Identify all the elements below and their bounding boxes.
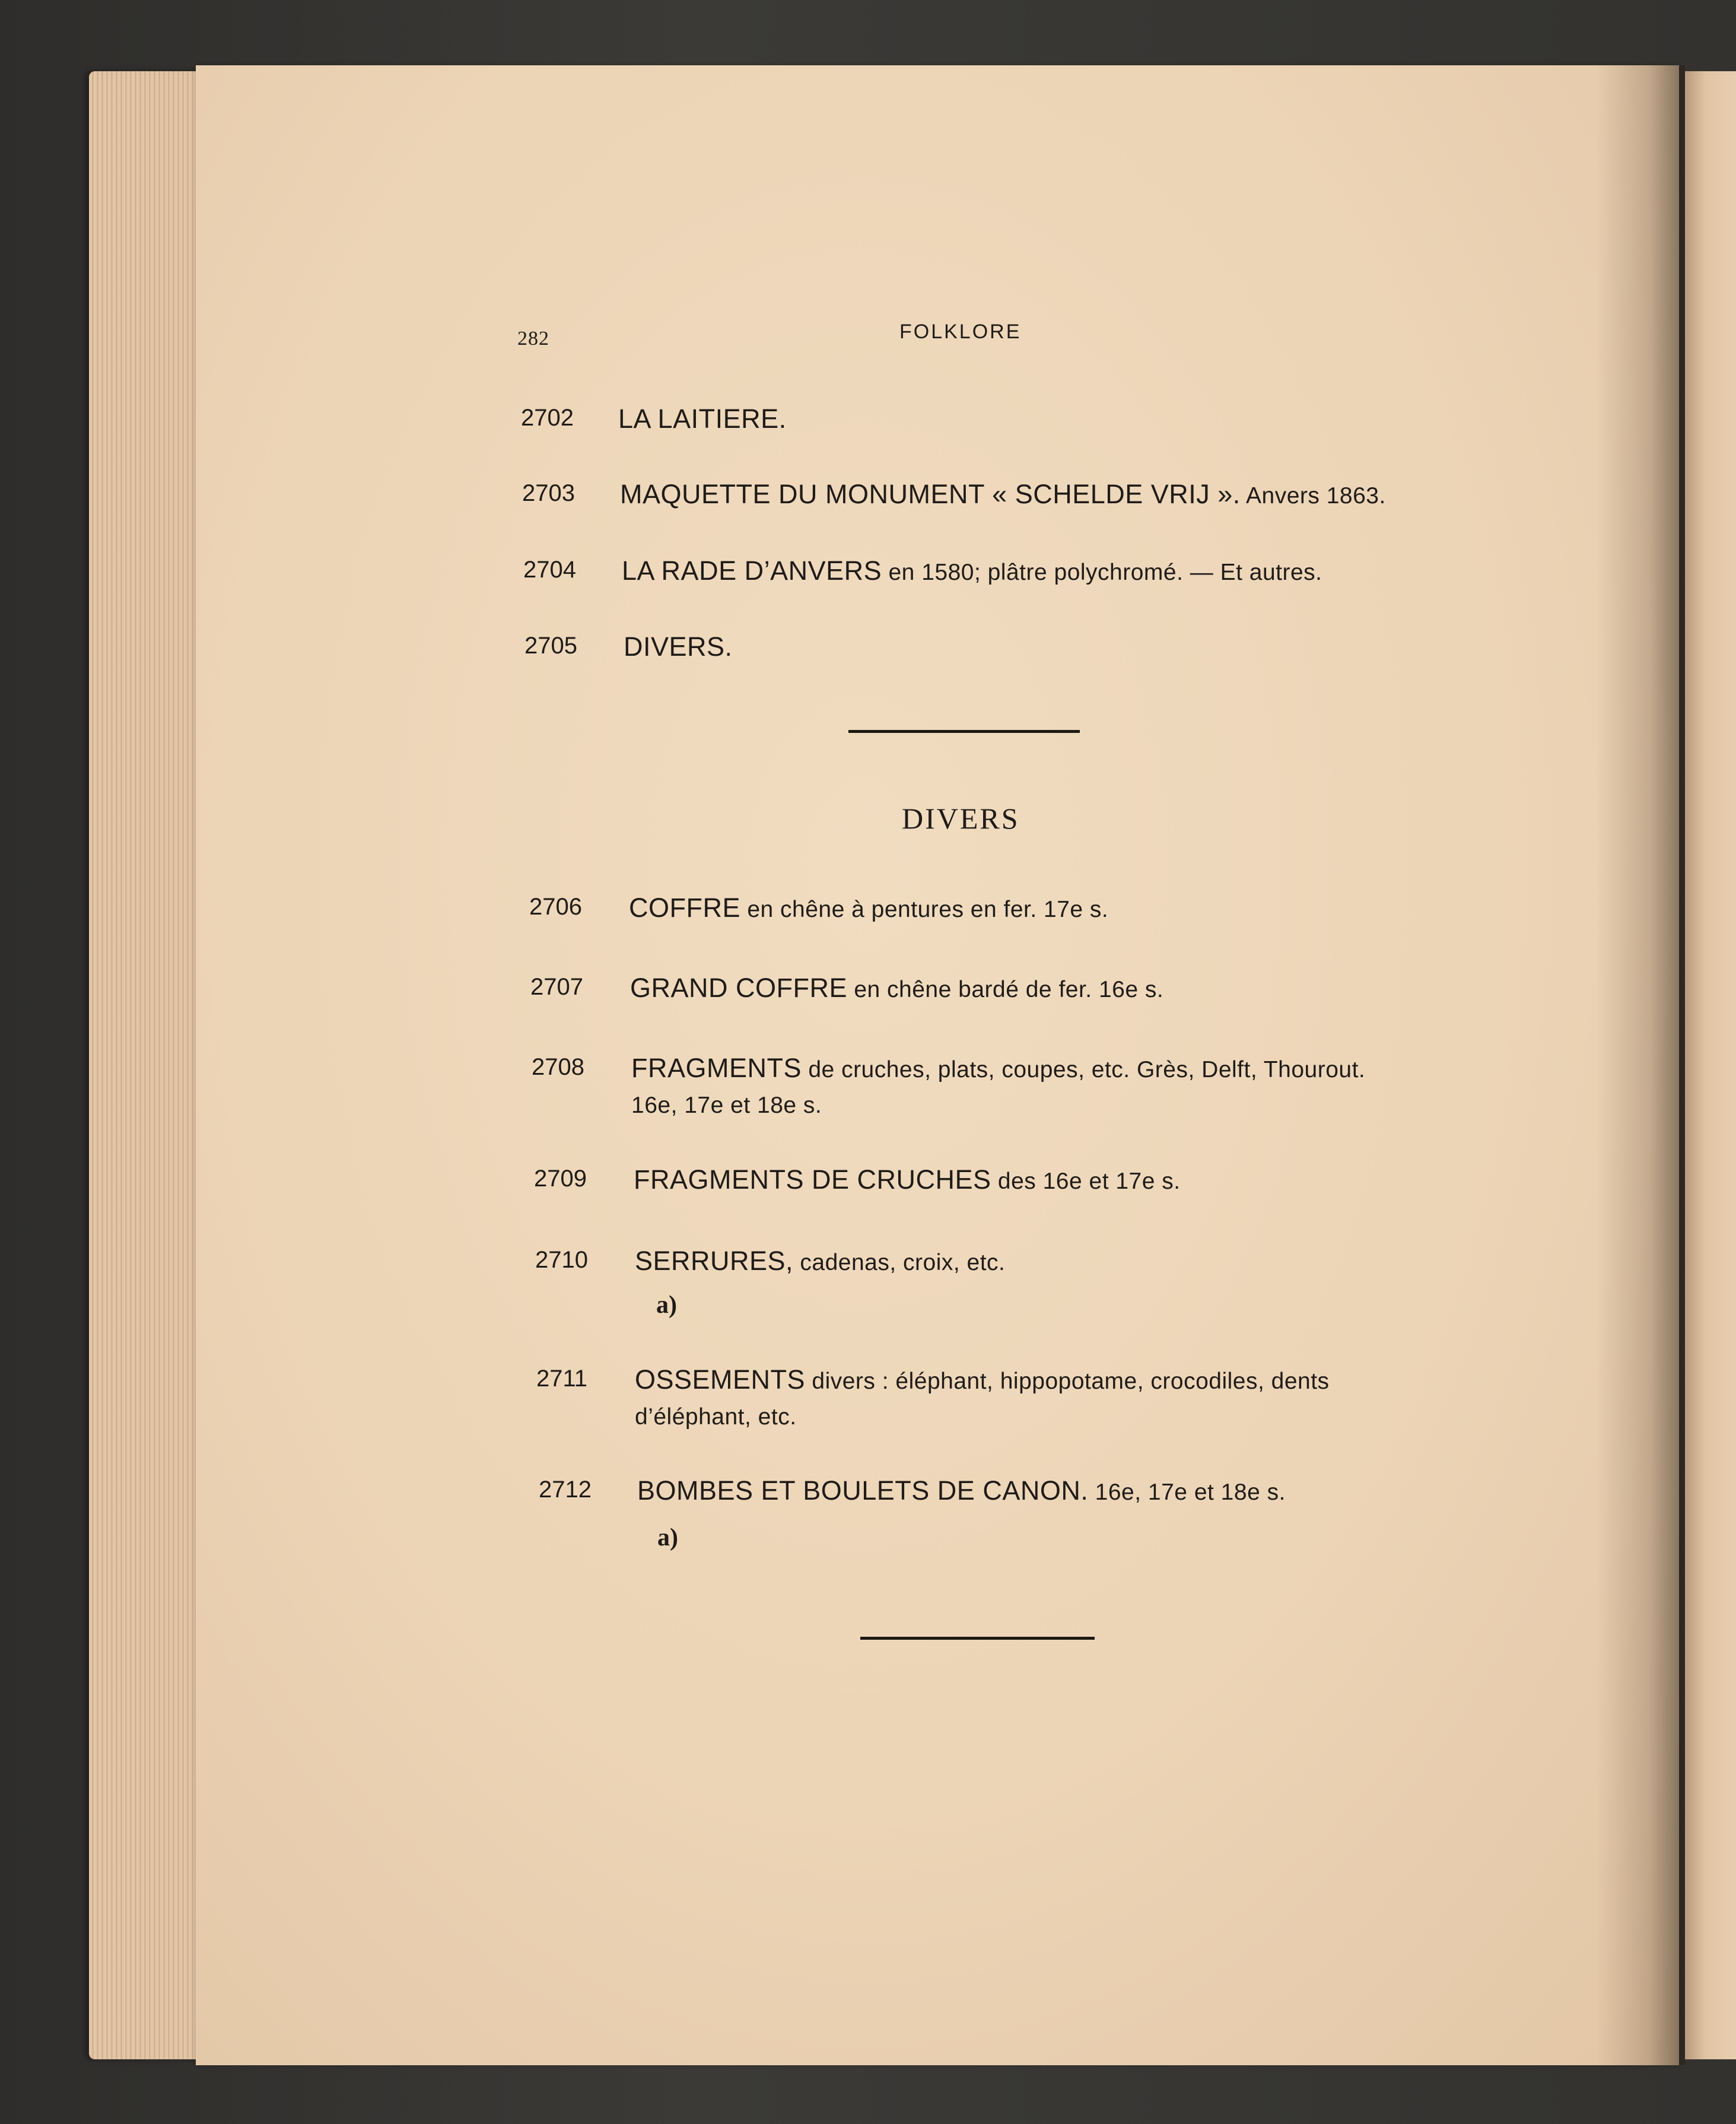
entry-description: de cruches, plats, coupes, etc. Grès, Delft, Thourout. bbox=[802, 1057, 1366, 1082]
entry-description: Anvers 1863. bbox=[1240, 483, 1386, 509]
entry-description: en chêne bardé de fer. 16e s. bbox=[847, 977, 1164, 1002]
entry-text bbox=[634, 1162, 1181, 1199]
entry-number: 2704 bbox=[523, 557, 576, 583]
entry-description: 16e, 17e et 18e s. bbox=[1088, 1480, 1286, 1505]
entry-text bbox=[635, 1362, 1417, 1435]
section-title: DIVERS bbox=[902, 802, 1020, 835]
entry-number: 2702 bbox=[521, 405, 574, 431]
entry-number: 2708 bbox=[532, 1054, 584, 1080]
entry-title: COFFRE bbox=[629, 893, 740, 923]
entry-number: 2707 bbox=[530, 974, 583, 1000]
entry-title: OSSEMENTS bbox=[635, 1364, 806, 1395]
entry-title: MAQUETTE DU MONUMENT « SCHELDE VRIJ ». bbox=[620, 479, 1241, 509]
entry-text bbox=[630, 970, 1163, 1008]
section-divider bbox=[848, 730, 1080, 733]
entry-text bbox=[622, 553, 1322, 590]
closing-divider bbox=[860, 1637, 1095, 1640]
entry-description: des 16e et 17e s. bbox=[991, 1169, 1181, 1194]
entry-description: en chêne à pentures en fer. 17e s. bbox=[740, 897, 1109, 922]
entry-text bbox=[635, 1243, 1005, 1281]
page-number: 282 bbox=[517, 328, 549, 350]
entry-description: en 1580; plâtre polychromé. — Et autres. bbox=[882, 560, 1322, 585]
entry-text bbox=[637, 1473, 1286, 1510]
running-head: FOLKLORE bbox=[899, 320, 1022, 343]
entry-description: cadenas, croix, etc. bbox=[793, 1250, 1006, 1275]
entry-subitem: a) bbox=[657, 1524, 678, 1551]
entry-text bbox=[624, 629, 733, 666]
entry-number: 2709 bbox=[534, 1166, 587, 1192]
entry-title: DIVERS. bbox=[624, 631, 733, 662]
entry-number: 2711 bbox=[536, 1366, 588, 1392]
entry-number: 2706 bbox=[529, 894, 582, 920]
entry-title: LA RADE D’ANVERS bbox=[622, 555, 882, 586]
entry-title: GRAND COFFRE bbox=[630, 973, 847, 1003]
entry-number: 2705 bbox=[524, 633, 577, 659]
entry-text bbox=[629, 890, 1108, 928]
entry-description: divers : éléphant, hippopotame, crocodiles, dents bbox=[805, 1369, 1330, 1394]
entry-description-continued: d’éléphant, etc. bbox=[635, 1404, 797, 1430]
entry-number: 2710 bbox=[535, 1247, 588, 1273]
entry-title: BOMBES ET BOULETS DE CANON. bbox=[637, 1475, 1089, 1506]
entry-title: LA LAITIERE. bbox=[618, 404, 787, 434]
entry-subitem: a) bbox=[656, 1291, 677, 1319]
entry-text bbox=[618, 401, 787, 439]
entry-title: FRAGMENTS DE CRUCHES bbox=[634, 1164, 991, 1195]
entry-title: SERRURES, bbox=[635, 1246, 794, 1276]
entry-number: 2712 bbox=[539, 1477, 592, 1503]
entry-number: 2703 bbox=[522, 480, 575, 506]
entry-title: FRAGMENTS bbox=[631, 1053, 802, 1083]
entry-text bbox=[631, 1050, 1413, 1123]
entry-text bbox=[620, 477, 1386, 514]
entry-description-continued: 16e, 17e et 18e s. bbox=[631, 1093, 822, 1118]
